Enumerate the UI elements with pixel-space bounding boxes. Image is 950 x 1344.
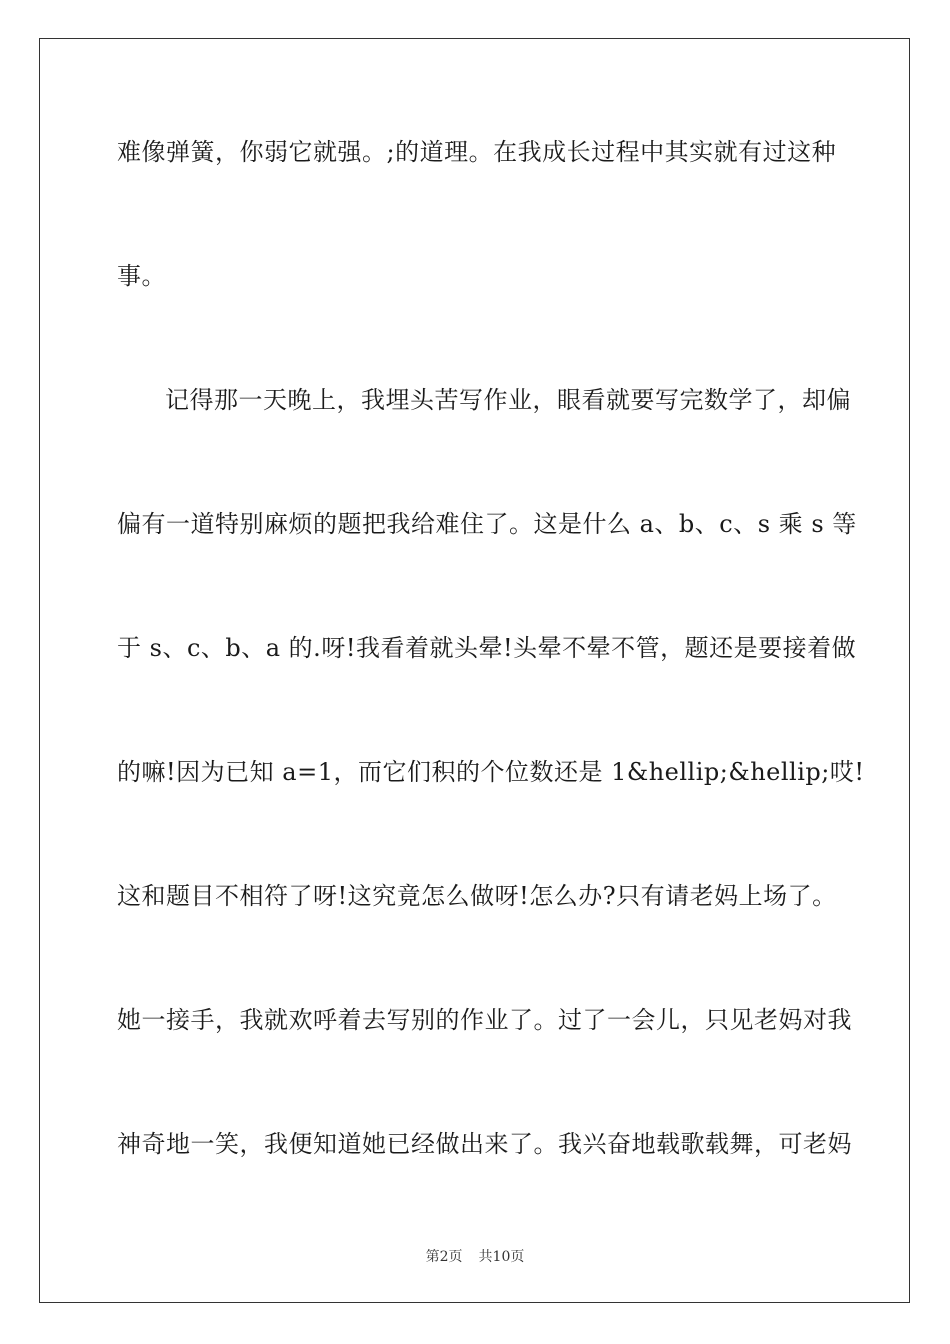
text-line: 神奇地一笑，我便知道她已经做出来了。我兴奋地载歌载舞，可老妈 [117,1130,852,1158]
page-total: 共10页 [478,1249,525,1265]
page-footer [0,1246,950,1266]
paragraph-first-line: 记得那一天晚上，我埋头苦写作业，眼看就要写完数学了，却偏 [165,386,851,414]
text-line: 事。 [117,262,166,290]
text-line: 的嘛!因为已知 a=1，而它们积的个位数还是 1&hellip;&hellip;哎! [117,758,865,786]
text-line: 于 s、c、b、a 的.呀!我看着就头晕!头晕不晕不管，题还是要接着做 [117,634,857,662]
document-body [117,115,865,1231]
text-line: 偏有一道特别麻烦的题把我给难住了。这是什么 a、b、c、s 乘 s 等 [117,510,857,538]
text-line: 这和题目不相符了呀!这究竟怎么做呀!怎么办?只有请老妈上场了。 [117,882,837,910]
page-number: 第2页 [425,1249,463,1265]
text-line: 难像弹簧，你弱它就强。;的道理。在我成长过程中其实就有过这种 [117,138,837,166]
text-line: 她一接手，我就欢呼着去写别的作业了。过了一会儿，只见老妈对我 [117,1006,852,1034]
